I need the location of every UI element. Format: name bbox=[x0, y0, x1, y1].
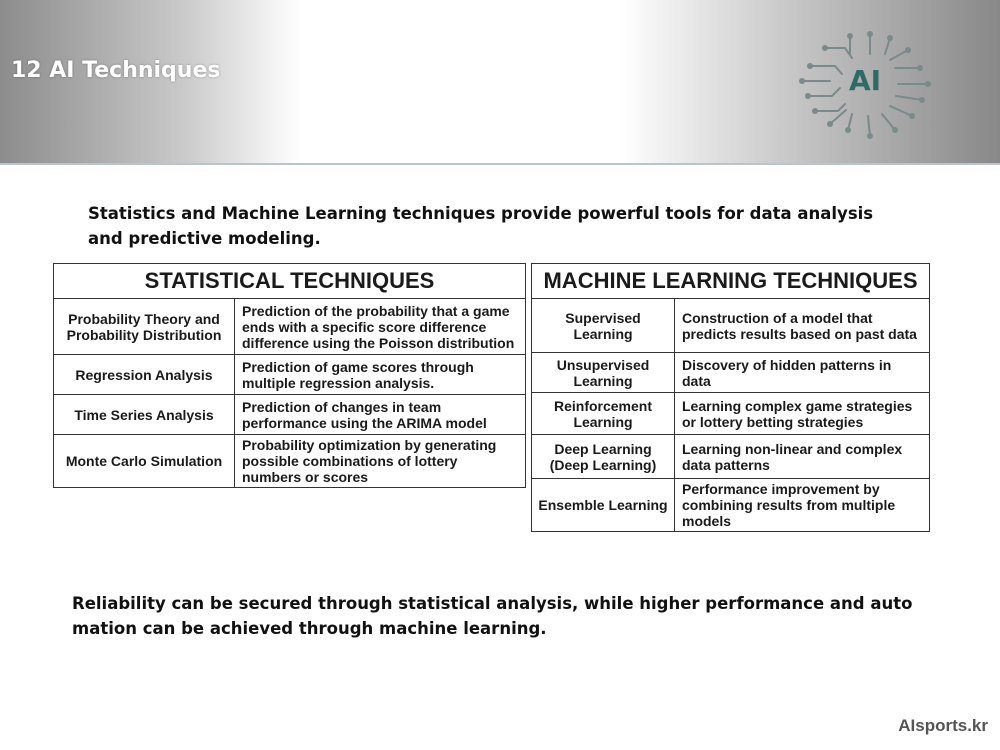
table-cell-term: Monte Carlo Simulation bbox=[54, 435, 235, 488]
logo-text: AI bbox=[848, 64, 882, 97]
table-cell-term: Unsupervised Learning bbox=[532, 353, 675, 393]
circuit-brain-icon bbox=[790, 26, 940, 146]
table-cell-desc: Probability optimization by generating possible combinations of lottery numbers or scores bbox=[235, 435, 526, 488]
table-cell-desc: Construction of a model that predicts results based on past data bbox=[675, 299, 930, 353]
table-cell-desc: Prediction of changes in team performance using the ARIMA model bbox=[235, 395, 526, 435]
table-cell-desc: Learning complex game strategies or lottery betting strategies bbox=[675, 393, 930, 435]
table-cell-term: Time Series Analysis bbox=[54, 395, 235, 435]
table-cell-desc: Prediction of game scores through multiple regression analysis. bbox=[235, 355, 526, 395]
table-cell-term: Deep Learning (Deep Learning) bbox=[532, 435, 675, 479]
table-cell-term: Supervised Learning bbox=[532, 299, 675, 353]
footer-site-name: AIsports.kr bbox=[898, 716, 988, 735]
ml-table-heading: MACHINE LEARNING TECHNIQUES bbox=[532, 264, 930, 299]
slide-header bbox=[0, 0, 1000, 165]
slide-title: 12 AI Techniques bbox=[11, 58, 221, 83]
table-cell-term: Regression Analysis bbox=[54, 355, 235, 395]
conclusion-text: Reliability can be secured through statistical analysis, while higher performance and auto mation can be achieved through machine learning. bbox=[72, 594, 913, 638]
table-cell-term: Ensemble Learning bbox=[532, 479, 675, 532]
table-cell-term: Reinforcement Learning bbox=[532, 393, 675, 435]
intro-text: Statistics and Machine Learning techniques provide powerful tools for data analysis and predictive modeling. bbox=[88, 204, 874, 248]
machine-learning-techniques-table bbox=[531, 263, 930, 532]
table-cell-desc: Performance improvement by combining results from multiple models bbox=[675, 479, 930, 532]
statistical-table-heading: STATISTICAL TECHNIQUES bbox=[54, 264, 526, 299]
table-cell-desc: Learning non-linear and complex data patterns bbox=[675, 435, 930, 479]
table-cell-desc: Discovery of hidden patterns in data bbox=[675, 353, 930, 393]
table-cell-term: Probability Theory and Probability Distribution bbox=[54, 299, 235, 355]
statistical-techniques-table bbox=[53, 263, 526, 488]
table-cell-desc: Prediction of the probability that a game ends with a specific score difference difference using the Poisson distribution bbox=[235, 299, 526, 355]
